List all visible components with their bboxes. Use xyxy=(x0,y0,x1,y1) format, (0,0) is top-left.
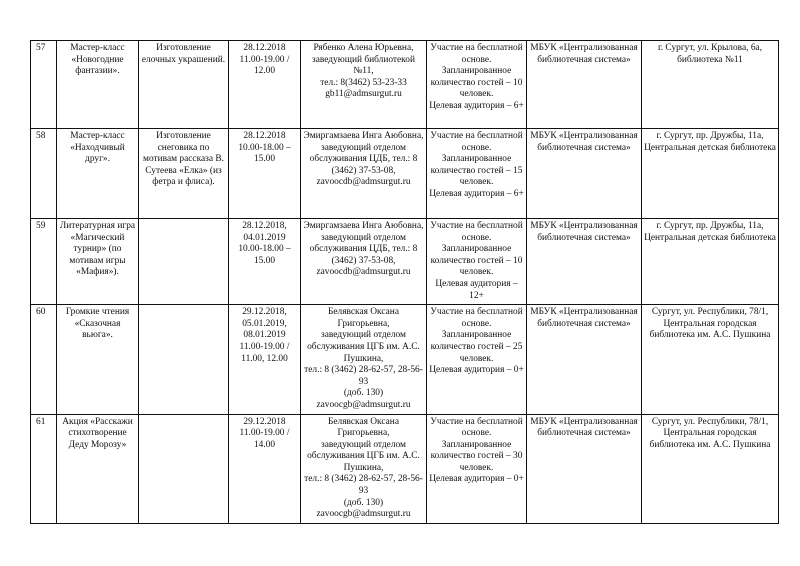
contact-person-line: заведующий отделом xyxy=(321,330,406,341)
event-name: Мастер-класс «Новогодние фантазии». xyxy=(57,41,139,129)
participation-terms-line: Участие на бесплатной основе. xyxy=(430,416,523,439)
contact-person-line: обслуживания ЦДБ, тел.: 8 xyxy=(309,154,418,165)
venue-address: г. Сургут, ул. Крылова, 6а, библиотека №11 xyxy=(642,41,779,129)
contact-person xyxy=(301,414,427,523)
row-number: 58 xyxy=(31,129,57,219)
participation-terms-line: Целевая аудитория – 6+ xyxy=(429,188,524,199)
participation-terms xyxy=(427,129,527,219)
participation-terms-line: Целевая аудитория – 0+ xyxy=(429,474,524,485)
event-dates: 29.12.2018 11.00-19.00 / 14.00 xyxy=(229,414,301,523)
participation-terms-line: Целевая аудитория – 0+ xyxy=(429,365,524,376)
participation-terms xyxy=(427,219,527,305)
contact-person-line: zavoocdb@admsurgut.ru xyxy=(316,267,411,278)
contact-person xyxy=(301,219,427,305)
table-row xyxy=(31,305,779,414)
event-dates: 29.12.2018, 05.01.2019, 08.01.2019 11.00-19.00 / 11.00, 12.00 xyxy=(229,305,301,414)
contact-person-line: тел.: 8(3462) 53-23-33 xyxy=(320,77,407,88)
event-name: Громкие чтения «Сказочная вьюга». xyxy=(57,305,139,414)
event-name: Акция «Расскажи стихотворение Деду Морозу» xyxy=(57,414,139,523)
contact-person-line: заведующий отделом xyxy=(321,232,406,243)
participation-terms-line: Запланированное количество гостей – 15 человек. xyxy=(430,154,523,188)
contact-person-line: Эмиргамзаева Инга Аюбовна, xyxy=(303,221,424,231)
organizer: МБУК «Централизованная библиотечная система» xyxy=(527,305,642,414)
contact-person-line: zavoocgb@admsurgut.ru xyxy=(316,509,411,520)
contact-person-line: обслуживания ЦГБ им. А.С. Пушкина, xyxy=(307,341,420,364)
contact-person-line: заведующий отделом xyxy=(321,439,406,450)
contact-person-line: Эмиргамзаева Инга Аюбовна, xyxy=(303,131,424,141)
participation-terms xyxy=(427,305,527,414)
participation-terms-line: Запланированное количество гостей – 30 человек. xyxy=(430,439,523,473)
organizer: МБУК «Централизованная библиотечная система» xyxy=(527,129,642,219)
table-row xyxy=(31,41,779,129)
contact-person xyxy=(301,129,427,219)
participation-terms-line: Запланированное количество гостей – 10 человек. xyxy=(430,244,523,278)
contact-person-line: Белявская Оксана Григорьевна, xyxy=(327,307,399,329)
contact-person-line: zavoocgb@admsurgut.ru xyxy=(316,399,411,410)
contact-person-line: (3462) 37-53-08, xyxy=(331,165,396,176)
row-number: 61 xyxy=(31,414,57,523)
venue-address: Сургут, ул. Республики, 78/1, Центральная городская библиотека им. А.С. Пушкина xyxy=(642,414,779,523)
contact-person-line: заведующий библиотекой №11, xyxy=(312,54,415,77)
row-number: 57 xyxy=(31,41,57,129)
table-row xyxy=(31,414,779,523)
contact-person-line: заведующий отделом xyxy=(321,142,406,153)
event-description: Изготовление елочных украшений. xyxy=(139,41,229,129)
venue-address: г. Сургут, пр. Дружбы, 11а, Центральная детская библиотека xyxy=(642,219,779,305)
event-name: Мастер-класс «Находчивый друг». xyxy=(57,129,139,219)
event-description xyxy=(139,219,229,305)
event-name: Литературная игра «Магический турнир» (по мотивам игры «Мафия»). xyxy=(57,219,139,305)
event-description xyxy=(139,305,229,414)
participation-terms-line: Участие на бесплатной основе. xyxy=(430,221,523,243)
participation-terms xyxy=(427,414,527,523)
contact-person-line: (доб. 130) xyxy=(343,497,384,508)
row-number: 60 xyxy=(31,305,57,414)
event-dates: 28.12.2018 10.00-18.00 – 15.00 xyxy=(229,129,301,219)
participation-terms-line: Запланированное количество гостей – 10 человек. xyxy=(430,66,523,100)
organizer: МБУК «Централизованная библиотечная система» xyxy=(527,219,642,305)
events-table xyxy=(30,40,779,524)
participation-terms-line: Целевая аудитория – 6+ xyxy=(429,100,524,111)
contact-person-line: тел.: 8 (3462) 28-62-57, 28-56-93 xyxy=(304,365,423,387)
participation-terms-line: Участие на бесплатной основе. xyxy=(430,131,523,153)
contact-person-line: обслуживания ЦГБ им. А.С. Пушкина, xyxy=(307,451,420,473)
event-dates: 28.12.2018 11.00-19.00 / 12.00 xyxy=(229,41,301,129)
contact-person-line: (3462) 37-53-08, xyxy=(331,255,396,266)
event-description: Изготовление снеговика по мотивам рассказа В. Сутеева «Елка» (из фетра и флиса). xyxy=(139,129,229,219)
event-dates: 28.12.2018, 04.01.2019 10.00-18.00 – 15.00 xyxy=(229,219,301,305)
table-row xyxy=(31,129,779,219)
contact-person-line: Рябенко Алена Юрьевна, xyxy=(313,43,414,53)
organizer: МБУК «Централизованная библиотечная система» xyxy=(527,414,642,523)
row-number: 59 xyxy=(31,219,57,305)
contact-person-line: тел.: 8 (3462) 28-62-57, 28-56-93 xyxy=(304,474,423,497)
table-row xyxy=(31,219,779,305)
venue-address: г. Сургут, пр. Дружбы, 11а, Центральная детская библиотека xyxy=(642,129,779,219)
contact-person-line: Белявская Оксана Григорьевна, xyxy=(327,416,399,439)
participation-terms-line: Участие на бесплатной основе. xyxy=(430,307,523,329)
venue-address: Сургут, ул. Республики, 78/1, Центральная городская библиотека им. А.С. Пушкина xyxy=(642,305,779,414)
organizer: МБУК «Централизованная библиотечная система» xyxy=(527,41,642,129)
participation-terms-line: Целевая аудитория – 12+ xyxy=(435,278,518,301)
contact-person xyxy=(301,305,427,414)
participation-terms-line: Участие на бесплатной основе. xyxy=(430,43,523,65)
contact-person-line: gb11@admsurgut.ru xyxy=(325,89,402,100)
participation-terms-line: Запланированное количество гостей – 25 человек. xyxy=(430,330,523,364)
contact-person xyxy=(301,41,427,129)
contact-person-line: zavoocdb@admsurgut.ru xyxy=(316,177,411,188)
participation-terms xyxy=(427,41,527,129)
contact-person-line: (доб. 130) xyxy=(343,388,384,399)
event-description xyxy=(139,414,229,523)
contact-person-line: обслуживания ЦДБ, тел.: 8 xyxy=(309,244,418,255)
